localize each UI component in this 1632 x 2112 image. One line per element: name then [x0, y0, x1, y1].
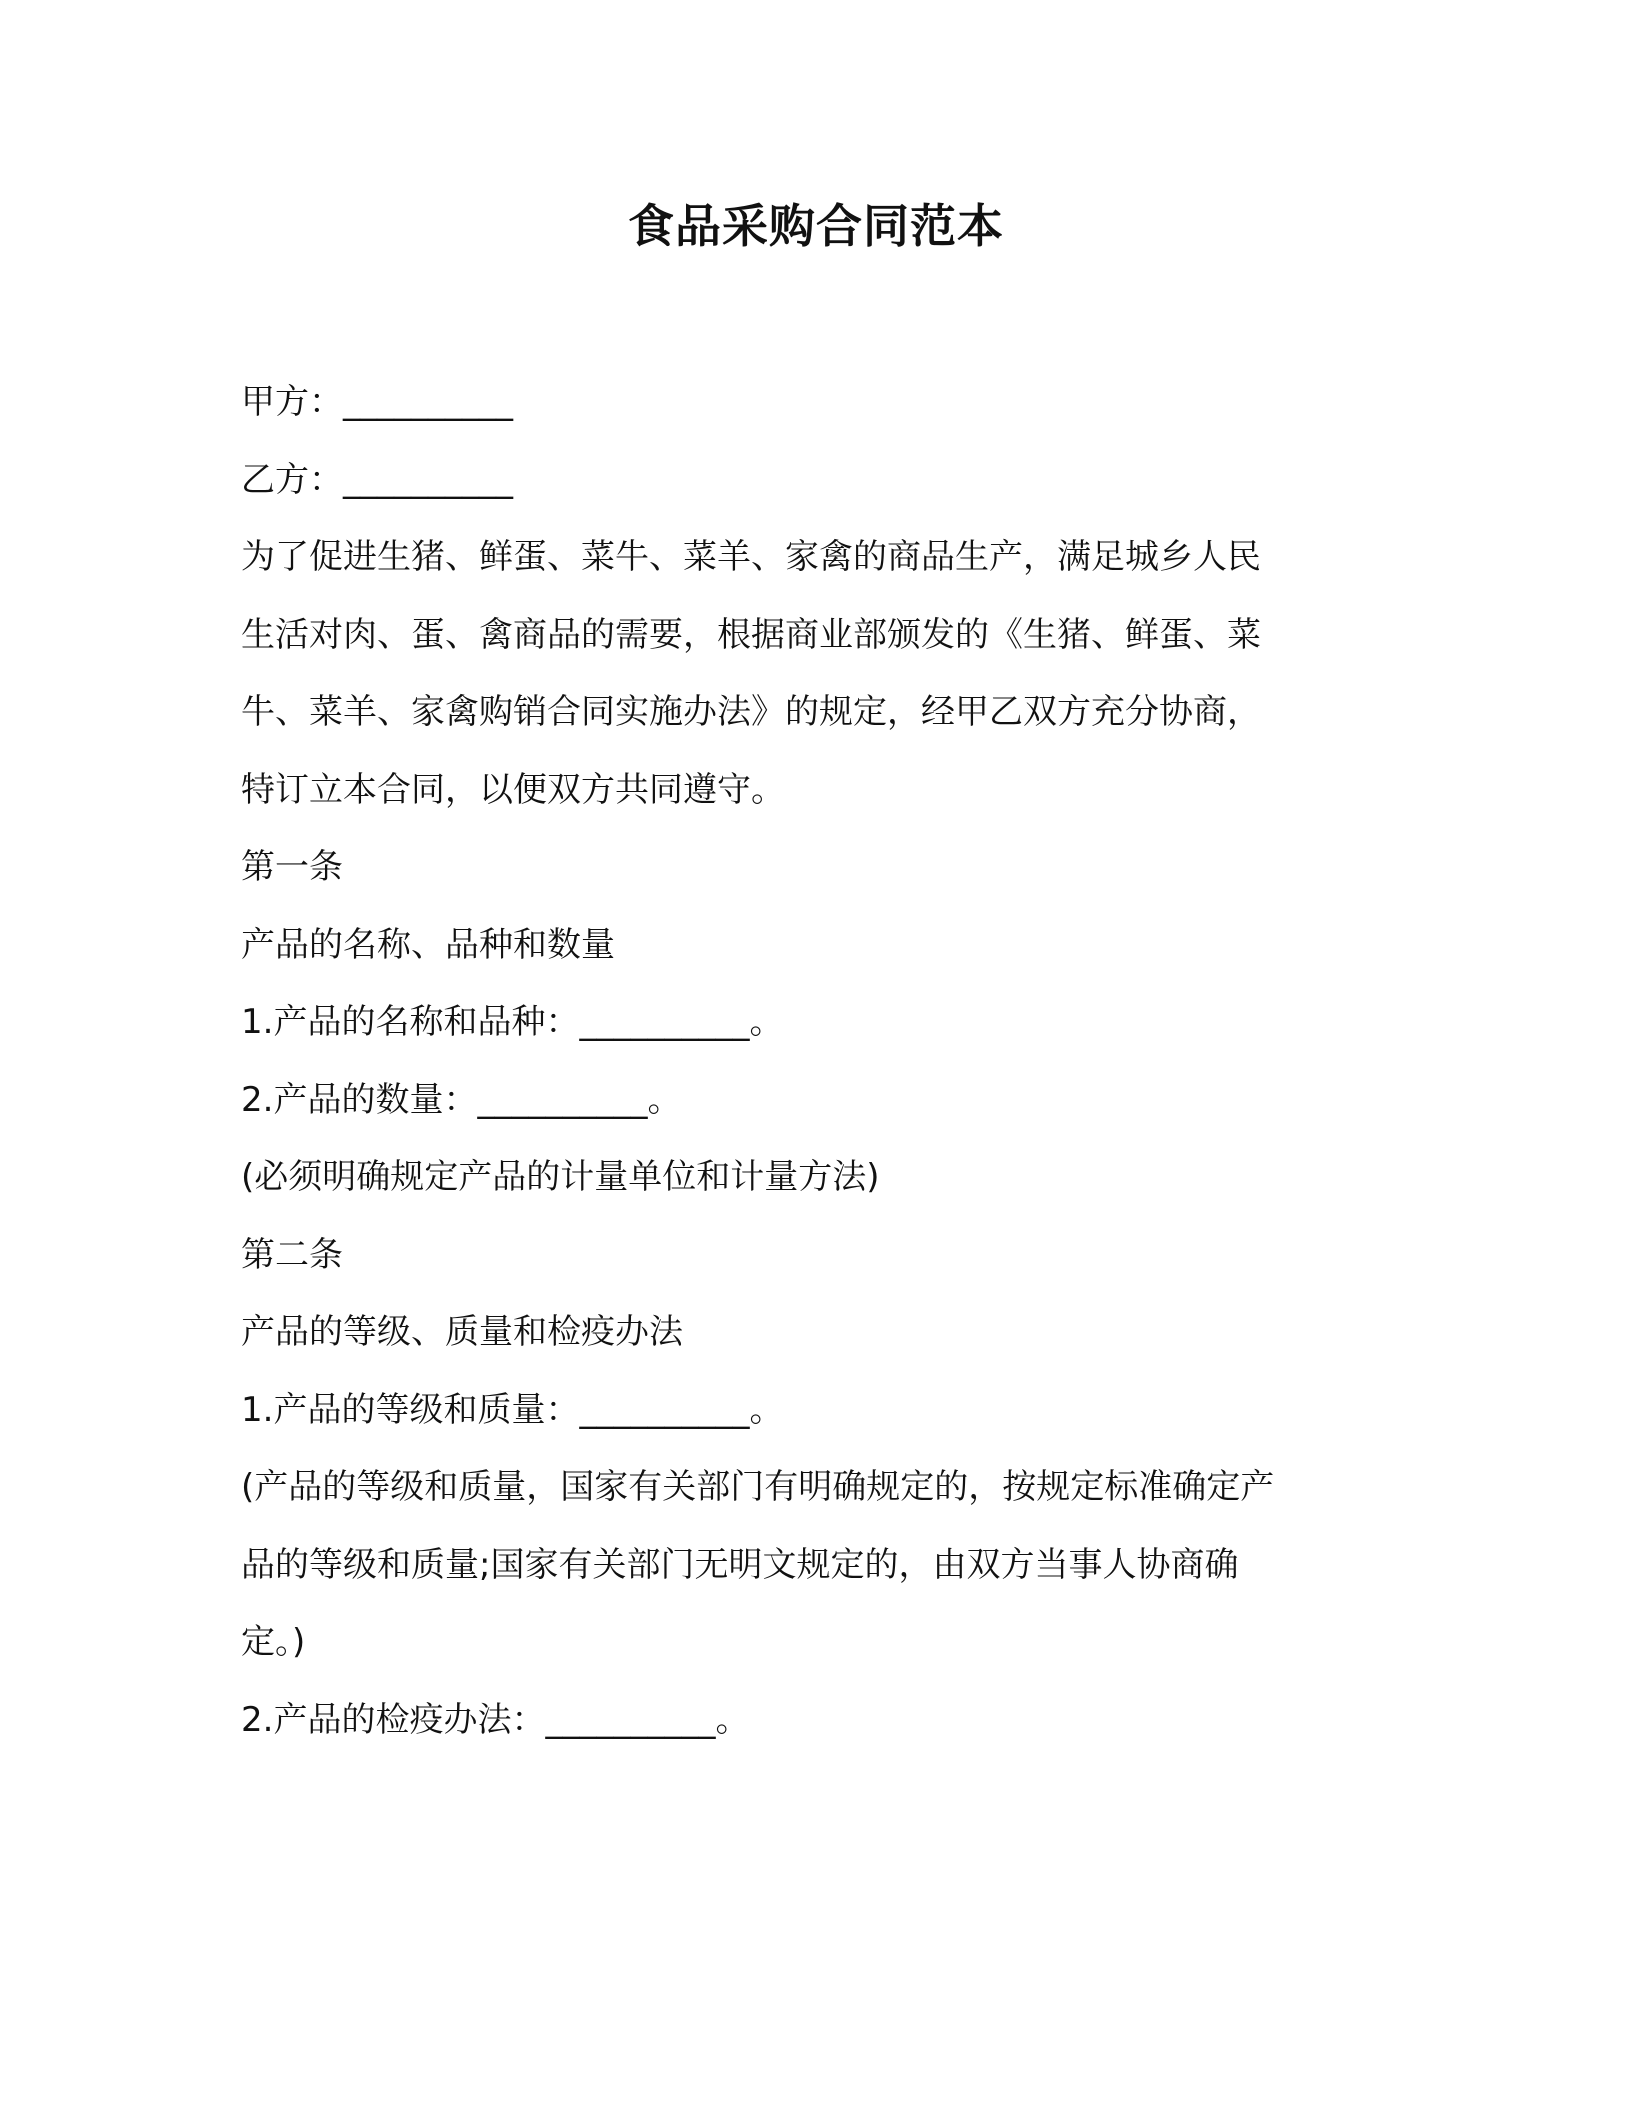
article-2-heading: 第二条 — [241, 1234, 343, 1275]
document-body — [241, 364, 1391, 1759]
preamble-line-4: 特订立本合同，以便双方共同遵守。 — [241, 769, 785, 810]
article-2-note-line-2: 品的等级和质量;国家有关部门无明文规定的，由双方当事人协商确 — [241, 1544, 1239, 1585]
article-2-item-1: 1.产品的等级和质量：__________。 — [241, 1389, 784, 1430]
article-2-item-2: 2.产品的检疫办法：__________。 — [241, 1699, 750, 1740]
article-2-subtitle: 产品的等级、质量和检疫办法 — [241, 1312, 683, 1352]
preamble-line-3: 牛、菜羊、家禽购销合同实施办法》的规定，经甲乙双方充分协商， — [241, 692, 1261, 732]
article-1-heading: 第一条 — [241, 847, 343, 887]
document-title: 食品采购合同范本 — [628, 199, 1004, 253]
article-1-note: (必须明确规定产品的计量单位和计量方法) — [241, 1157, 880, 1197]
article-1-item-2: 2.产品的数量：__________。 — [241, 1079, 682, 1120]
preamble-line-1: 为了促进生猪、鲜蛋、菜牛、菜羊、家禽的商品生产，满足城乡人民 — [241, 537, 1261, 577]
party-b-line: 乙方：__________ — [241, 459, 513, 500]
article-2-note-line-1: (产品的等级和质量，国家有关部门有明确规定的，按规定标准确定产 — [241, 1467, 1275, 1507]
article-1-subtitle: 产品的名称、品种和数量 — [241, 924, 615, 965]
preamble-line-2: 生活对肉、蛋、禽商品的需要，根据商业部颁发的《生猪、鲜蛋、菜 — [241, 614, 1261, 655]
party-a-line: 甲方：__________ — [241, 382, 513, 422]
article-1-item-1: 1.产品的名称和品种：__________。 — [241, 1002, 784, 1042]
article-2-note-line-3: 定。) — [241, 1622, 306, 1662]
